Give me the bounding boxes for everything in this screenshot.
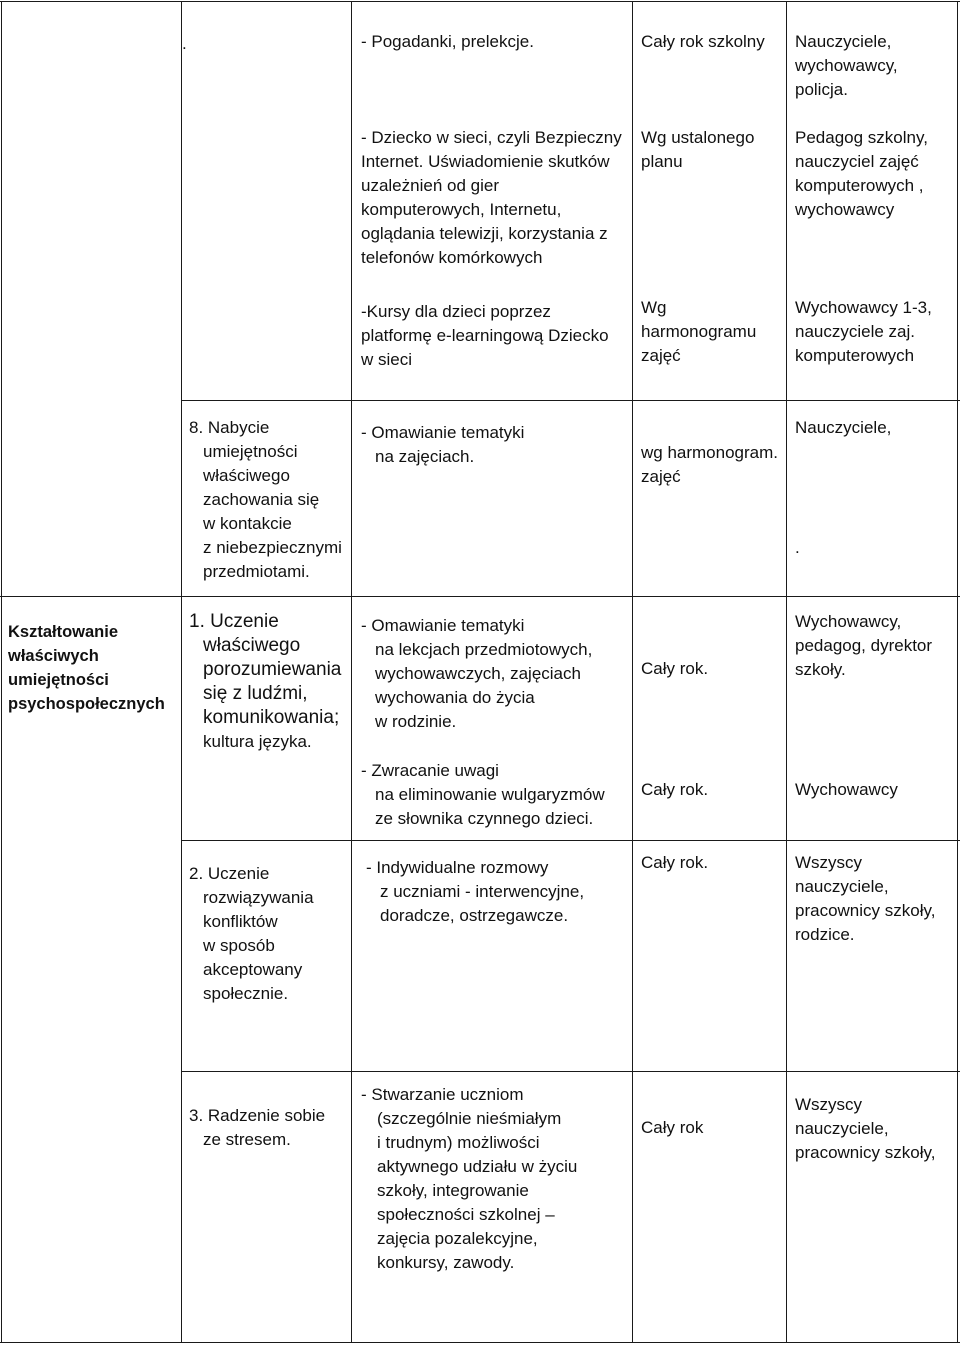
activity-cell-2 bbox=[361, 126, 622, 270]
task-cell-2 bbox=[189, 862, 314, 1006]
task-line: umiejętności bbox=[203, 442, 298, 461]
term-cell-3-stres bbox=[641, 1116, 703, 1140]
table-border-right bbox=[957, 1, 958, 1343]
responsible-line: Nauczyciele, bbox=[795, 418, 892, 437]
term-line: wg harmonogram. bbox=[641, 443, 779, 462]
area-line: Kształtowanie bbox=[8, 623, 119, 641]
activity-line: telefonów komórkowych bbox=[361, 248, 543, 267]
activity-line: w sieci bbox=[361, 350, 413, 369]
activity-line: aktywnego udziału w życiu bbox=[377, 1157, 578, 1176]
activity-line: szkoły, integrowanie bbox=[377, 1181, 529, 1200]
activity-line: zajęcia pozalekcyjne, bbox=[377, 1229, 538, 1248]
task-line: 1. Uczenie bbox=[189, 611, 279, 632]
term-line: Cały rok. bbox=[641, 853, 709, 872]
activity-line: w rodzinie. bbox=[375, 712, 457, 731]
task-line: 8. Nabycie bbox=[189, 418, 270, 437]
task-line: w kontakcie bbox=[203, 514, 292, 533]
responsible-cell-3-stres bbox=[795, 1093, 935, 1165]
activity-line: - Zwracanie uwagi bbox=[361, 761, 499, 780]
activity-line: Internet. Uświadomienie skutków bbox=[361, 152, 610, 171]
column-divider-4 bbox=[786, 1, 787, 1343]
activity-cell-3 bbox=[361, 300, 609, 372]
activity-line: i trudnym) możliwości bbox=[377, 1133, 540, 1152]
term-line: Cały rok. bbox=[641, 780, 709, 799]
task-line: rozwiązywania bbox=[203, 888, 314, 907]
responsible-cell-1-uczenie-b bbox=[795, 778, 898, 802]
activity-line: oglądania telewizji, korzystania z bbox=[361, 224, 608, 243]
term-line: Cały rok szkolny bbox=[641, 32, 765, 51]
area-cell bbox=[8, 620, 165, 716]
term-line: Wg bbox=[641, 298, 667, 317]
task-text: . bbox=[182, 34, 187, 53]
responsible-line: wychowawcy, bbox=[795, 56, 898, 75]
responsible-line: wychowawcy bbox=[795, 200, 895, 219]
area-line: umiejętności bbox=[8, 671, 109, 689]
responsible-line: Wychowawcy, bbox=[795, 612, 902, 631]
responsible-line: Wszyscy bbox=[795, 853, 863, 872]
responsible-line: nauczyciele, bbox=[795, 1119, 889, 1138]
responsible-cell-2-rozmowy bbox=[795, 851, 935, 947]
responsible-line: szkoły. bbox=[795, 660, 846, 679]
responsible-cell-8 bbox=[795, 416, 891, 560]
task-cell-1 bbox=[182, 32, 187, 56]
activity-cell-3-stres bbox=[361, 1083, 577, 1275]
activity-line: na lekcjach przedmiotowych, bbox=[375, 640, 593, 659]
responsible-line: Nauczyciele, bbox=[795, 32, 892, 51]
term-cell-8 bbox=[641, 441, 778, 489]
activity-line: - Stwarzanie uczniom bbox=[361, 1085, 524, 1104]
responsible-line: Pedagog szkolny, bbox=[795, 128, 928, 147]
table-border-top bbox=[0, 1, 960, 2]
activity-line: uzależnień od gier bbox=[361, 176, 499, 195]
term-cell-1 bbox=[641, 30, 765, 54]
activity-line: - Indywidualne rozmowy bbox=[366, 858, 549, 877]
task-line: porozumiewania bbox=[203, 659, 342, 680]
table-border-bottom bbox=[0, 1342, 960, 1343]
responsible-line bbox=[795, 440, 891, 464]
responsible-line: komputerowych , bbox=[795, 176, 924, 195]
term-cell-1-uczenie-b bbox=[641, 778, 708, 802]
task-cell-8 bbox=[189, 416, 342, 584]
responsible-cell-2 bbox=[795, 126, 928, 222]
term-cell-1-uczenie-a bbox=[641, 657, 708, 681]
task-line: 3. Radzenie sobie bbox=[189, 1106, 326, 1125]
activity-line: ze słownika czynnego dzieci. bbox=[375, 809, 594, 828]
row-divider-3 bbox=[182, 840, 960, 841]
task-cell-3 bbox=[189, 1104, 325, 1152]
activity-cell-2-rozmowy bbox=[366, 856, 584, 928]
task-line: właściwego bbox=[203, 635, 301, 656]
responsible-line: Wychowawcy 1-3, bbox=[795, 298, 932, 317]
responsible-cell-1 bbox=[795, 30, 898, 102]
column-divider-2 bbox=[351, 1, 352, 1343]
responsible-line: nauczyciele, bbox=[795, 877, 889, 896]
term-line: Cały rok bbox=[641, 1118, 704, 1137]
task-line: konfliktów bbox=[203, 912, 278, 931]
task-line: komunikowania; bbox=[203, 707, 340, 728]
task-line: zachowania się bbox=[203, 490, 320, 509]
term-cell-3 bbox=[641, 296, 756, 368]
responsible-line: Wszyscy bbox=[795, 1095, 863, 1114]
activity-line: wychowawczych, zajęciach bbox=[375, 664, 581, 683]
row-divider-4 bbox=[182, 1071, 960, 1072]
task-line: kultura języka. bbox=[203, 732, 312, 751]
activity-line: komputerowych, Internetu, bbox=[361, 200, 562, 219]
activity-line: - Dziecko w sieci, czyli Bezpieczny bbox=[361, 128, 622, 147]
activity-line: na zajęciach. bbox=[375, 447, 475, 466]
task-line: w sposób bbox=[203, 936, 275, 955]
responsible-cell-3 bbox=[795, 296, 932, 368]
activity-line: - Pogadanki, prelekcje. bbox=[361, 32, 534, 51]
task-line: się z ludźmi, bbox=[203, 683, 308, 704]
term-line: zajęć bbox=[641, 346, 681, 365]
task-line: właściwego bbox=[203, 466, 290, 485]
responsible-line: pracownicy szkoły, bbox=[795, 1143, 936, 1162]
task-line: społecznie. bbox=[203, 984, 289, 1003]
activity-cell-8 bbox=[361, 421, 524, 469]
activity-line: platformę e-learningową Dziecko bbox=[361, 326, 609, 345]
term-line: harmonogramu bbox=[641, 322, 757, 341]
activity-cell-1-uczenie bbox=[361, 614, 592, 734]
row-divider-1 bbox=[182, 400, 960, 401]
responsible-line bbox=[795, 488, 891, 512]
table-border-left bbox=[1, 1, 2, 1343]
activity-line: - Omawianie tematyki bbox=[361, 423, 525, 442]
activity-line: wychowania do życia bbox=[375, 688, 535, 707]
responsible-line bbox=[795, 464, 891, 488]
responsible-line: komputerowych bbox=[795, 346, 915, 365]
term-cell-2 bbox=[641, 126, 754, 174]
term-line: Wg ustalonego bbox=[641, 128, 755, 147]
activity-line: konkursy, zawody. bbox=[377, 1253, 515, 1272]
column-divider-3 bbox=[632, 1, 633, 1343]
responsible-line bbox=[795, 512, 891, 536]
activity-line: społeczności szkolnej – bbox=[377, 1205, 555, 1224]
task-line: akceptowany bbox=[203, 960, 303, 979]
activity-cell-1 bbox=[361, 30, 534, 54]
activity-line: na eliminowanie wulgaryzmów bbox=[375, 785, 605, 804]
column-divider-1 bbox=[181, 1, 182, 1343]
term-line: Cały rok. bbox=[641, 659, 709, 678]
task-line: 2. Uczenie bbox=[189, 864, 270, 883]
responsible-line: nauczyciel zajęć bbox=[795, 152, 919, 171]
area-line: właściwych bbox=[8, 647, 99, 665]
responsible-line: Wychowawcy bbox=[795, 780, 898, 799]
activity-line: - Omawianie tematyki bbox=[361, 616, 525, 635]
activity-cell-1-uwagi bbox=[361, 759, 605, 831]
task-line: ze stresem. bbox=[203, 1130, 291, 1149]
responsible-line: policja. bbox=[795, 80, 848, 99]
term-line: zajęć bbox=[641, 467, 681, 486]
area-line: psychospołecznych bbox=[8, 695, 165, 713]
term-line: planu bbox=[641, 152, 683, 171]
activity-line: doradcze, ostrzegawcze. bbox=[380, 906, 569, 925]
responsible-line: pracownicy szkoły, bbox=[795, 901, 936, 920]
task-line: z niebezpiecznymi bbox=[203, 538, 342, 557]
responsible-cell-1-uczenie-a bbox=[795, 610, 932, 682]
responsible-line: nauczyciele zaj. bbox=[795, 322, 916, 341]
responsible-line: . bbox=[795, 538, 800, 557]
activity-line: (szczególnie nieśmiałym bbox=[377, 1109, 562, 1128]
task-line: przedmiotami. bbox=[203, 562, 310, 581]
responsible-line: pedagog, dyrektor bbox=[795, 636, 933, 655]
activity-line: z uczniami - interwencyjne, bbox=[380, 882, 585, 901]
term-cell-2-rozmowy bbox=[641, 851, 708, 875]
activity-line: -Kursy dla dzieci poprzez bbox=[361, 302, 551, 321]
row-divider-2 bbox=[0, 596, 960, 597]
task-cell-1-uczenie bbox=[189, 610, 341, 754]
responsible-line: rodzice. bbox=[795, 925, 855, 944]
